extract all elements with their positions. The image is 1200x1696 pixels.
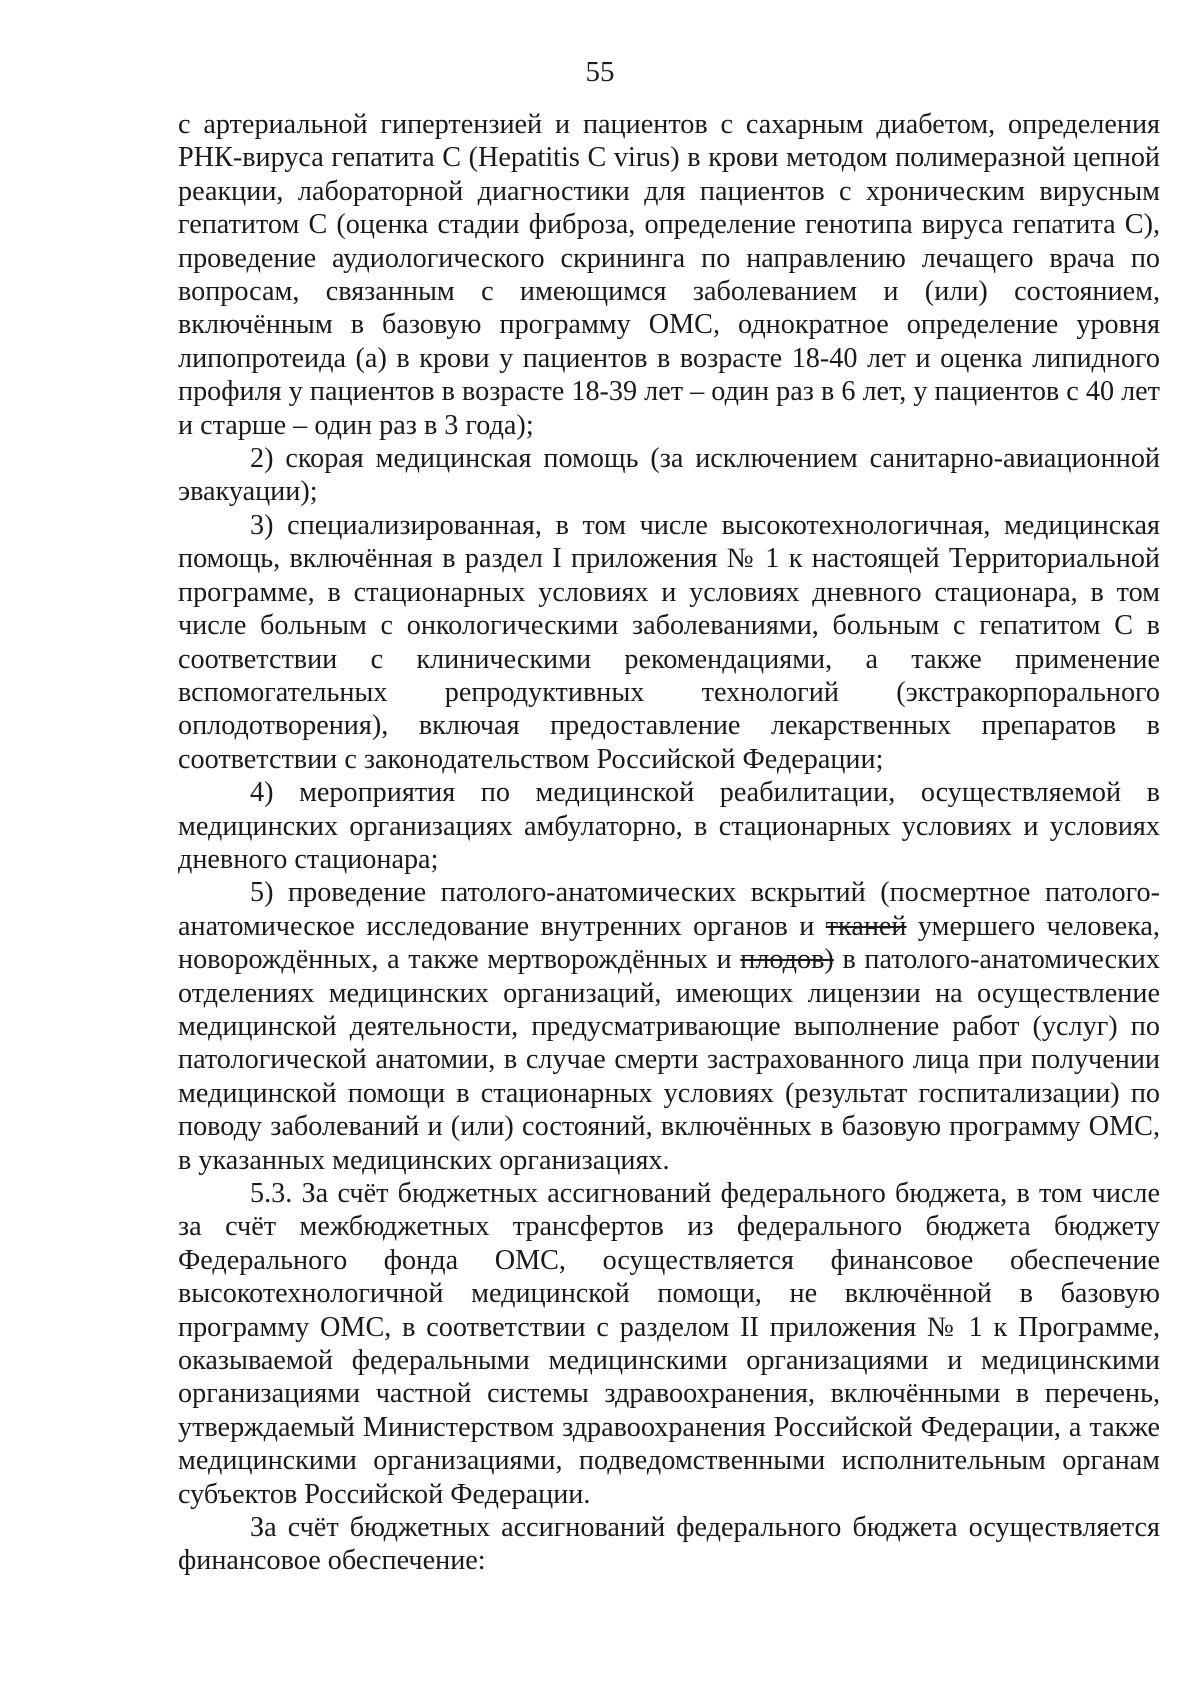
paragraph-item-5-part-3: в патолого-анатомических отделениях медицинских организаций, имеющих лицензии на осуществление медицинской деятельности, предусматривающие выполнение работ (услуг) по патологической анатомии, в случае смерти застрахованного лица при получении медицинской помощи в стационарных условиях (результат госпитализации) по поводу заболеваний и (или) состояний, включённых в базовую программу ОМС, в указанных медицинских организациях.	[178, 944, 1160, 1176]
paragraph-item-5-part-2: умершего человека, новорождённых, а также мертворождённых и	[178, 910, 1160, 976]
document-body	[178, 108, 1160, 1578]
paragraph-section-5-3: 5.3. За счёт бюджетных ассигнований федерального бюджета, в том числе за счёт межбюджетных трансфертов из федерального бюджета бюджету Федерального фонда ОМС, осуществляется финансовое обеспечение высокотехнологичной медицинской помощи, не включённой в базовую программу ОМС, в соответствии с разделом II приложения № 1 к Программе, оказываемой федеральными медицинскими организациями и медицинскими организациями частной системы здравоохранения, включёнными в перечень, утверждаемый Министерством здравоохранения Российской Федерации, а также медицинскими организациями, подведомственными исполнительным органам субъектов Российской Федерации.	[178, 1178, 1160, 1510]
paragraph-item-5-part-1: 5) проведение патолого-анатомических вскрытий (посмертное патолого-анатомическое исследование внутренних органов и	[178, 877, 1160, 942]
paragraph-item-2: 2) скорая медицинская помощь (за исключением санитарно-авиационной эвакуации);	[178, 443, 1160, 508]
paragraph-item-5	[178, 876, 1160, 1177]
paragraph-item-3: 3) специализированная, в том числе высокотехнологичная, медицинская помощь, включённая в раздел I приложения № 1 к настоящей Территориальной программе, в стационарных условиях и условиях дневного стационара, в том числе больным с онкологическими заболеваниями, больным с гепатитом C в соответствии с клиническими рекомендациями, а также применение вспомогательных репродуктивных технологий (экстракорпорального оплодотворения), включая предоставление лекарственных препаратов в соответствии с законодательством Российской Федерации;	[178, 509, 1160, 775]
paragraph-item-4: 4) мероприятия по медицинской реабилитации, осуществляемой в медицинских организациях амбулаторно, в стационарных условиях и условиях дневного стационара;	[178, 777, 1160, 875]
struck-word-plodov: плодов)	[740, 944, 834, 976]
struck-word-tkaney: тканей	[825, 910, 907, 942]
page-number: 55	[585, 56, 615, 88]
paragraph-federal-funding: За счёт бюджетных ассигнований федерального бюджета осуществляется финансовое обеспечение:	[178, 1512, 1160, 1577]
paragraph-continuation: с артериальной гипертензией и пациентов с сахарным диабетом, определения РНК-вируса гепатита C (Hepatitis C virus) в крови методом полимеразной цепной реакции, лабораторной диагностики для пациентов с хроническим вирусным гепатитом C (оценка стадии фиброза, определение генотипа вируса гепатита C), проведение аудиологического скрининга по направлению лечащего врача по вопросам, связанным с имеющимся заболеванием и (или) состоянием, включённым в базовую программу ОМС, однократное определение уровня липопротеида (а) в крови у пациентов в возрасте 18-40 лет и оценка липидного профиля у пациентов в возрасте 18-39 лет – один раз в 6 лет, у пациентов с 40 лет и старше – один раз в 3 года);	[178, 109, 1160, 441]
